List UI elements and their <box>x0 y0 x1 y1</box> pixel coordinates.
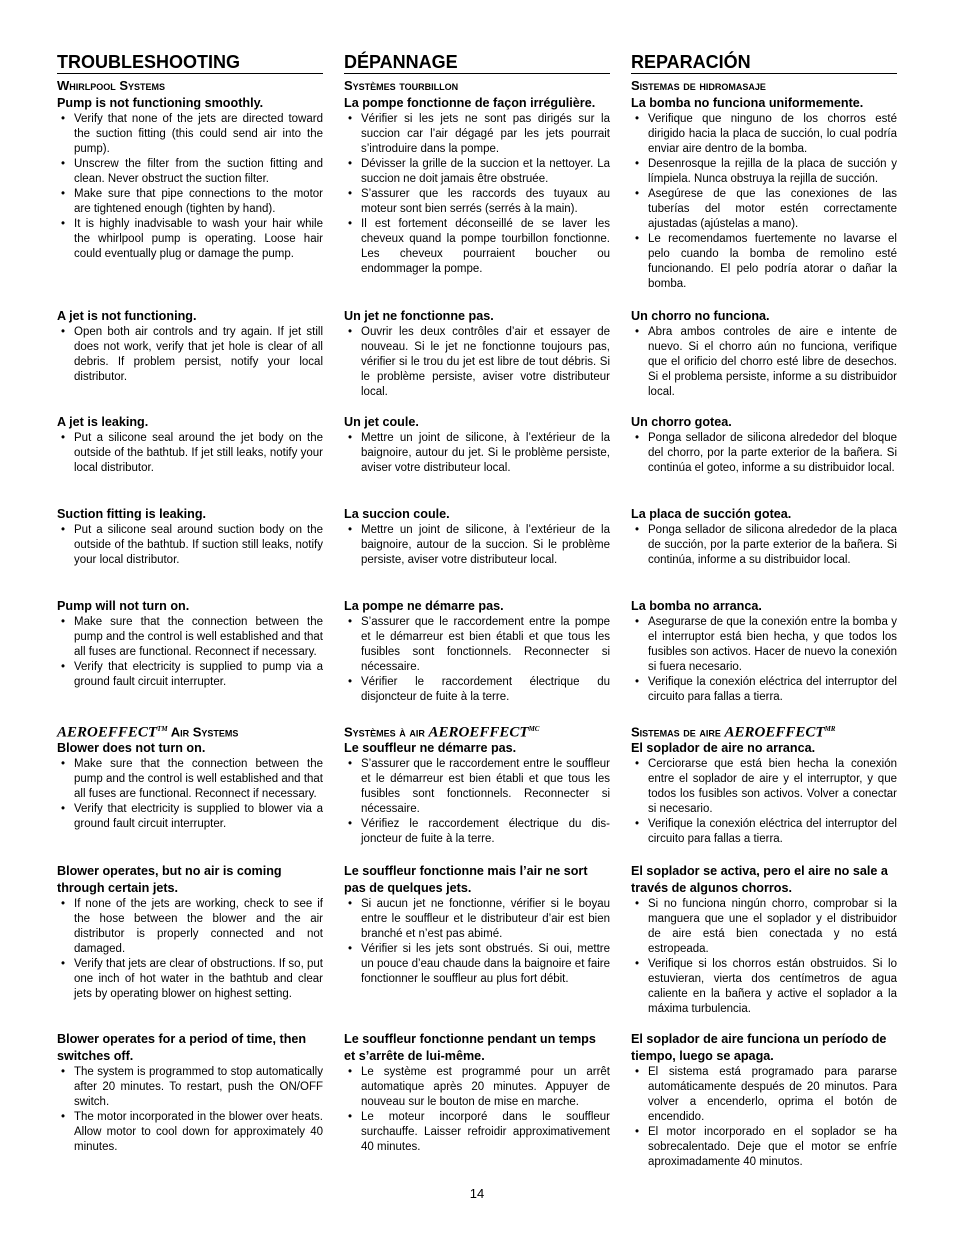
troubleshooting-item <box>57 863 323 1002</box>
section-title-es: REPARACIÓN <box>631 52 897 74</box>
problem-heading: Un jet coule. <box>344 415 419 429</box>
solution-bullet: • Vérifier le raccordement électrique du disjoncteur de fuite à la terre. <box>344 675 610 705</box>
solution-list <box>344 757 610 847</box>
solution-bullet: • It is highly inadvisable to wash your hair while the whirlpool pump is operating. Loose hair could eventually plug or damage the pump. <box>57 217 323 262</box>
solution-bullet: • Make sure that the connection between the pump and the control is well established and that all fuses are functional. Reconnect if necessary. <box>57 615 323 660</box>
problem-heading: Le souffleur ne démarre pas. <box>344 741 517 755</box>
troubleshooting-item <box>344 1031 610 1155</box>
problem-heading: La bomba no funciona uniformemente. <box>631 96 864 110</box>
solution-bullet: • The motor incorporated in the blower over heats. Allow motor to cool down for approximately 40 minutes. <box>57 1110 323 1155</box>
solution-bullet: • Desenrosque la rejilla de la placa de succión y límpiela. Nunca obstruya la rejilla de succión. <box>631 157 897 187</box>
section-title-fr: DÉPANNAGE <box>344 52 610 74</box>
solution-bullet: • The system is programmed to stop automatically after 20 minutes. To restart, push the ON/OFF switch. <box>57 1065 323 1110</box>
solution-list <box>57 431 323 476</box>
problem-heading: La bomba no arranca. <box>631 599 762 613</box>
column-spanish <box>631 52 897 1168</box>
solution-bullet: • Verifique que ninguno de los chorros esté dirigido hacia la placa de succión, lo cual podría enviar aire dentro de la bomba. <box>631 112 897 157</box>
troubleshooting-item <box>344 414 610 476</box>
solution-list <box>57 112 323 262</box>
troubleshooting-item <box>631 308 897 400</box>
solution-bullet: • Mettre un joint de silicone, à l’extérieur de la baignoire, autour du jet. Si le problème persiste, aviser votre distributeur local. <box>344 431 610 476</box>
solution-list <box>631 325 897 400</box>
problem-heading: El soplador se activa, pero el aire no sale a través de algunos chorros. <box>631 864 888 895</box>
solution-list <box>631 1065 897 1170</box>
page-number: 14 <box>469 1186 485 1201</box>
subsection-text: Systèmes à air <box>344 724 425 740</box>
problem-heading: Blower does not turn on. <box>57 741 206 755</box>
solution-list <box>631 523 897 568</box>
problem-heading: Blower operates for a period of time, then switches off. <box>57 1032 307 1063</box>
solution-bullet: • Open both air controls and try again. If jet still does not work, verify that jet hole is clear of all debris. If problem persist, notify your local distributor. <box>57 325 323 385</box>
solution-bullet: • Verifique la conexión eléctrica del interruptor del circuito para fallas a tierra. <box>631 817 897 847</box>
troubleshooting-item <box>631 740 897 847</box>
problem-heading: Le souffleur fonctionne mais l’air ne sort pas de quelques jets. <box>344 864 588 895</box>
problem-heading: A jet is leaking. <box>57 415 149 429</box>
solution-bullet: • Make sure that the connection between the pump and the control is well established and that all fuses are functional. Reconnect if necessary. <box>57 757 323 802</box>
trademark-mark: TM <box>157 725 168 733</box>
troubleshooting-item <box>57 598 323 690</box>
solution-list <box>631 112 897 292</box>
problem-heading: La pompe ne démarre pas. <box>344 599 504 613</box>
troubleshooting-item <box>344 740 610 847</box>
solution-list <box>57 325 323 385</box>
problem-heading: Un jet ne fonctionne pas. <box>344 309 494 323</box>
trademark-mark: MC <box>528 725 540 733</box>
subsection-heading-air-fr <box>344 722 539 740</box>
solution-bullet: • Verify that electricity is supplied to blower via a ground fault circuit interrupter. <box>57 802 323 832</box>
subsection-text: Air Systems <box>170 724 239 740</box>
column-english <box>57 52 323 1153</box>
solution-bullet: • Le recomendamos fuertemente no lavarse el pelo cuando la bomba de remolino esté funcionando. El pelo podría atorar o dañar la bomba. <box>631 232 897 292</box>
problem-heading: Un chorro gotea. <box>631 415 732 429</box>
solution-list <box>344 431 610 476</box>
troubleshooting-item <box>57 1031 323 1155</box>
solution-bullet: • Le système est programmé pour un arrêt automatique après 20 minutes. Appuyer de nouveau sur le bouton de mise en marche. <box>344 1065 610 1110</box>
solution-bullet: • Asegúrese de que las conexiones de las tuberías del motor estén correctamente ajustadas (ajústelas a mano). <box>631 187 897 232</box>
solution-list <box>57 897 323 1002</box>
solution-bullet: • Verifique la conexión eléctrica del interruptor del circuito para fallas a tierra. <box>631 675 897 705</box>
column-french <box>344 52 610 1153</box>
solution-bullet: • Make sure that pipe connections to the motor are tightened enough (tighten by hand). <box>57 187 323 217</box>
problem-heading: La pompe fonctionne de façon irrégulière. <box>344 96 596 110</box>
troubleshooting-item <box>344 863 610 987</box>
subsection-heading-es: Sistemas de hidromasaje <box>631 78 766 93</box>
solution-bullet: • Ponga sellador de silicona alrededor del bloque del chorro, por la parte exterior de la bañera. Si continúa el goteo, informe a su distribuidor local. <box>631 431 897 476</box>
problem-heading: La placa de succión gotea. <box>631 507 792 521</box>
solution-bullet: • Vérifier si les jets sont obstrués. Si oui, mettre un pouce d’eau chaude dans la baignoire et faire fonctionner le souffleur au plus fort débit. <box>344 942 610 987</box>
brand-name: AEROEFFECT <box>57 724 158 741</box>
solution-bullet: • Cerciorarse que está bien hecha la conexión entre el soplador de aire y el interruptor, y que todos los fusibles son activos. Volver a conectar si necesario. <box>631 757 897 817</box>
solution-list <box>57 523 323 568</box>
solution-bullet: • El sistema está programado para pararse automáticamente después de 20 minutos. Para volver a encenderlo, oprima el botón de encendido. <box>631 1065 897 1125</box>
solution-bullet: • Il est fortement déconseillé de se laver les cheveux quand la pompe tourbillon fonctionne. Les cheveux pourraient boucher ou endommager la pompe. <box>344 217 610 277</box>
troubleshooting-item <box>631 598 897 705</box>
troubleshooting-item <box>344 506 610 568</box>
troubleshooting-item <box>631 863 897 1017</box>
solution-list <box>57 757 323 832</box>
solution-bullet: • Le moteur incorporé dans le souffleur surchauffe. Laisser refroidir approximativement 40 minutes. <box>344 1110 610 1155</box>
solution-bullet: • S’assurer que le raccordement entre le souffleur et le démarreur est bien établi et que tous les fusibles sont fonctionnels. Reconnecter si nécessaire. <box>344 757 610 817</box>
troubleshooting-item <box>631 95 897 292</box>
solution-list <box>57 1065 323 1155</box>
solution-bullet: • S’assurer que le raccordement entre la pompe et le démarreur est bien établi et que tous les fusibles sont fonctionnels. Reconnecter si nécessaire. <box>344 615 610 675</box>
solution-bullet: • If none of the jets are working, check to see if the hose between the blower and the air distributor is properly connected and not damaged. <box>57 897 323 957</box>
troubleshooting-item <box>344 598 610 705</box>
solution-list <box>344 615 610 705</box>
solution-bullet: • S’assurer que les raccords des tuyaux au moteur sont bien serrés (serrés à la main). <box>344 187 610 217</box>
solution-bullet: • Unscrew the filter from the suction fitting and clean. Never obstruct the suction filter. <box>57 157 323 187</box>
solution-bullet: • Mettre un joint de silicone, à l’extérieur de la baignoire, autour de la succion. Si le problème persiste, aviser votre distributeur local. <box>344 523 610 568</box>
troubleshooting-item <box>631 506 897 568</box>
problem-heading: Pump is not functioning smoothly. <box>57 96 264 110</box>
solution-list <box>631 431 897 476</box>
solution-list <box>344 897 610 987</box>
solution-list <box>57 615 323 690</box>
problem-heading: A jet is not functioning. <box>57 309 197 323</box>
solution-bullet: • Vérifiez le raccordement électrique du dis-joncteur de fuite à la terre. <box>344 817 610 847</box>
solution-list <box>344 523 610 568</box>
solution-bullet: • Dévisser la grille de la succion et la nettoyer. La succion ne doit jamais être obstruée. <box>344 157 610 187</box>
troubleshooting-item <box>57 414 323 476</box>
troubleshooting-item <box>631 414 897 476</box>
troubleshooting-item <box>344 95 610 277</box>
solution-list <box>631 615 897 705</box>
problem-heading: Un chorro no funciona. <box>631 309 770 323</box>
subsection-heading-fr: Systèmes tourbillon <box>344 78 459 93</box>
solution-list <box>344 325 610 400</box>
problem-heading: El soplador de aire funciona un período de tiempo, luego se apaga. <box>631 1032 887 1063</box>
solution-bullet: • Ouvrir les deux contrôles d’air et essayer de nouveau. Si le jet ne fonctionne toujours pas, vérifier si le trou du jet est libre de tout débris. Si le problème persiste, aviser votre distributeur local. <box>344 325 610 400</box>
problem-heading: Suction fitting is leaking. <box>57 507 207 521</box>
troubleshooting-item <box>344 308 610 400</box>
troubleshooting-item <box>57 95 323 262</box>
solution-bullet: • Verify that none of the jets are directed toward the suction fitting (this could send air into the pump). <box>57 112 323 157</box>
solution-bullet: • Asegurarse de que la conexión entre la bomba y el interruptor está bien hecha, y que todos los fusibles son activos. Hacer de nuevo la conexión si fuera necesario. <box>631 615 897 675</box>
solution-bullet: • Ponga sellador de silicona alrededor de la placa de succión, por la parte exterior de la bañera. Si continúa, informe a su distribuidor local. <box>631 523 897 568</box>
solution-list <box>631 897 897 1017</box>
solution-bullet: • El motor incorporado en el soplador se ha sobrecalentado. Deje que el motor se enfríe aproximadamente 40 minutos. <box>631 1125 897 1170</box>
troubleshooting-item <box>57 308 323 385</box>
solution-bullet: • Verify that electricity is supplied to pump via a ground fault circuit interrupter. <box>57 660 323 690</box>
solution-bullet: • Vérifier si les jets ne sont pas dirigés sur la succion car l’air dégagé par les jets pourrait s’introduire dans la pompe. <box>344 112 610 157</box>
solution-bullet: • Verifique si los chorros están obstruidos. Si lo estuvieran, vierta dos centímetros de agua caliente en la bañera y active el soplador a la máxima turbulencia. <box>631 957 897 1017</box>
problem-heading: Le souffleur fonctionne pendant un temps et s’arrête de lui-même. <box>344 1032 596 1063</box>
troubleshooting-item <box>57 740 323 832</box>
solution-bullet: • Put a silicone seal around suction body on the outside of the bathtub. If suction still leaks, notify your local distributor. <box>57 523 323 568</box>
solution-list <box>344 112 610 277</box>
solution-bullet: • Si no funciona ningún chorro, comprobar si la manguera que une el soplador y el distribuidor de aire está bien conectada y no está estropeada. <box>631 897 897 957</box>
solution-bullet: • Verify that jets are clear of obstructions. If so, put one inch of hot water in the bathtub and clear jets by operating blower on highest setting. <box>57 957 323 1002</box>
troubleshooting-item <box>631 1031 897 1170</box>
subsection-heading-air-es <box>631 722 835 740</box>
problem-heading: Blower operates, but no air is coming through certain jets. <box>57 864 282 895</box>
problem-heading: Pump will not turn on. <box>57 599 190 613</box>
solution-bullet: • Put a silicone seal around the jet body on the outside of the bathtub. If jet still leaks, notify your local distributor. <box>57 431 323 476</box>
solution-list <box>631 757 897 847</box>
brand-name: AEROEFFECT <box>724 724 825 741</box>
brand-name: AEROEFFECT <box>428 724 529 741</box>
solution-list <box>344 1065 610 1155</box>
problem-heading: La succion coule. <box>344 507 450 521</box>
subsection-heading-air-en <box>57 722 238 740</box>
troubleshooting-item <box>57 506 323 568</box>
problem-heading: El soplador de aire no arranca. <box>631 741 816 755</box>
solution-bullet: • Abra ambos controles de aire e intente de nuevo. Si el chorro aún no funciona, verifique que el orificio del chorro esté libre de desechos. Si el problema persiste, informe a su distribuidor local. <box>631 325 897 400</box>
trademark-mark: MR <box>824 725 836 733</box>
section-title-en: TROUBLESHOOTING <box>57 52 323 74</box>
subsection-heading-en: Whirlpool Systems <box>57 78 166 93</box>
subsection-text: Sistemas de aire <box>631 724 721 740</box>
solution-bullet: • Si aucun jet ne fonctionne, vérifier si le boyau entre le souffleur et le distributeur d’air est bien branché et n’est pas abimé. <box>344 897 610 942</box>
